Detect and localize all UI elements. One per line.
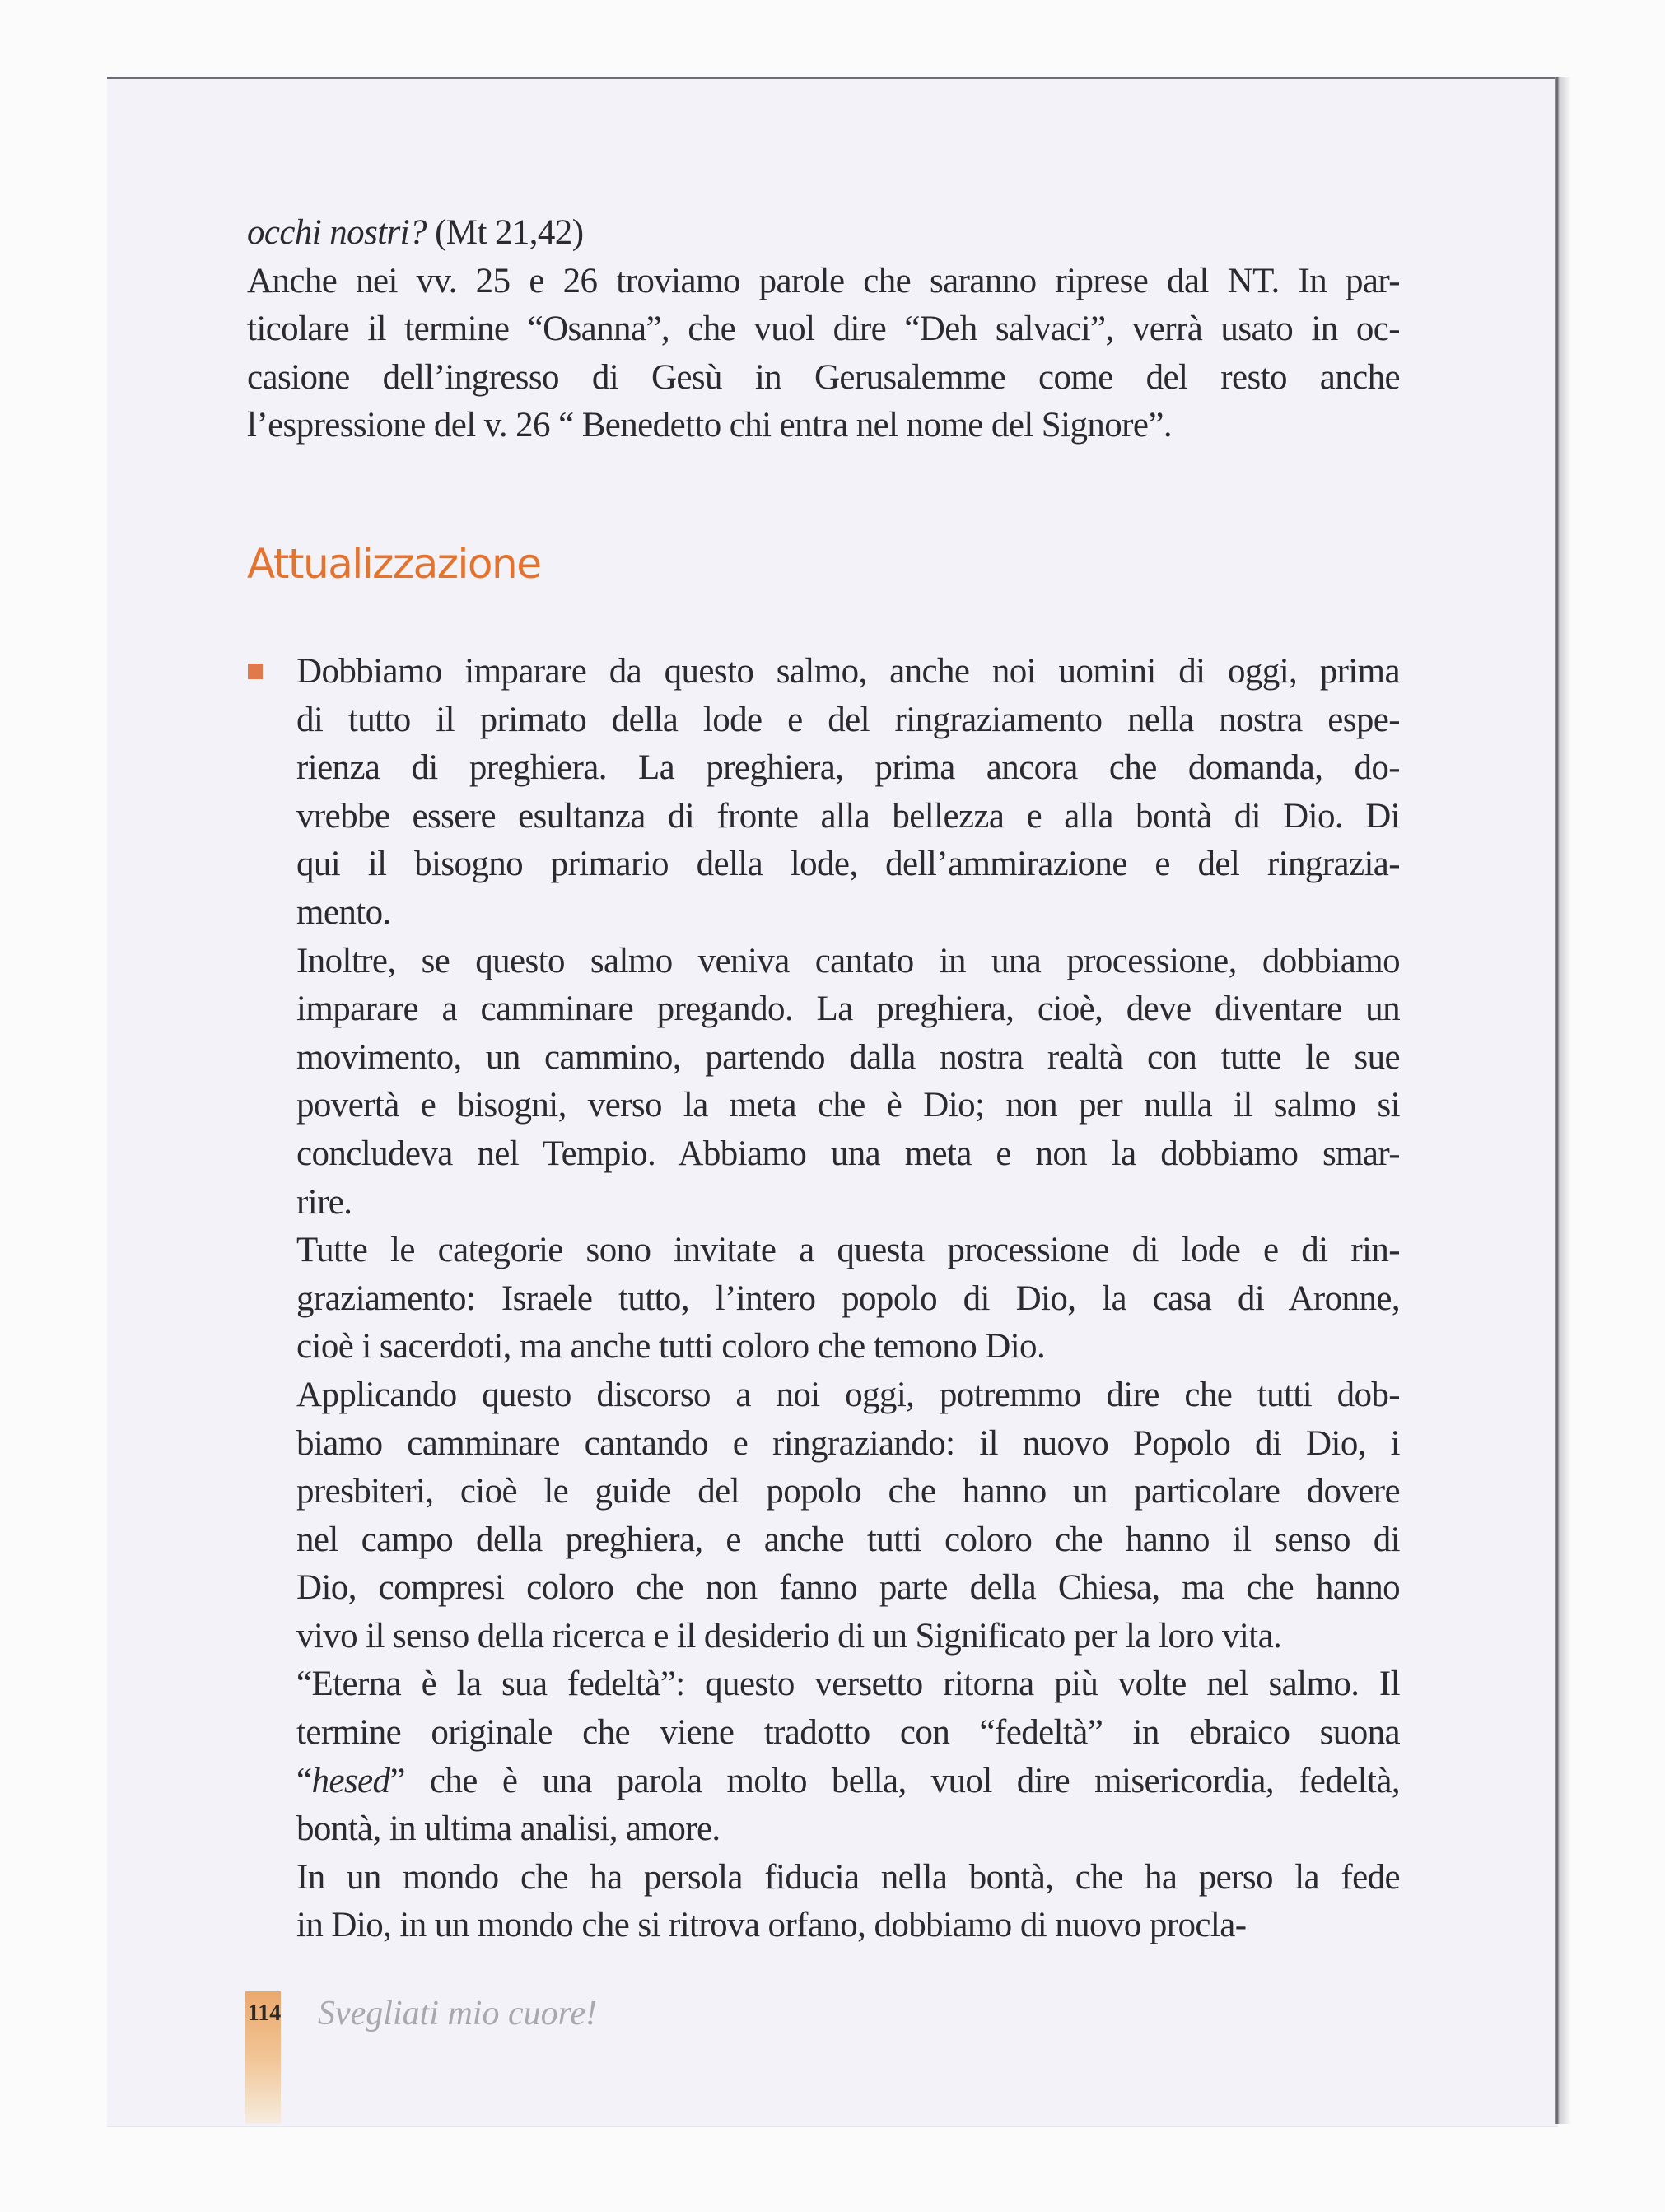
intro-paragraph <box>247 209 1400 450</box>
text-line: Tutte le categorie sono invitate a questa processione di lode e di rin- <box>296 1231 1400 1270</box>
text-line: biamo camminare cantando e ringraziando: il nuovo Popolo di Dio, i <box>296 1423 1400 1463</box>
paragraph <box>296 938 1400 1227</box>
text-line: vrebbe essere esultanza di fronte alla bellezza e alla bontà di Dio. Di <box>296 796 1400 836</box>
text-line: casione dell’ingresso di Gesù in Gerusalemme come del resto anche <box>247 357 1400 397</box>
text-line: ticolare il termine “Osanna”, che vuol dire “Deh salvaci”, verrà usato in oc- <box>247 310 1400 349</box>
text-line: l’espressione del v. 26 “ Benedetto chi entra nel nome del Signore”. <box>247 406 1173 445</box>
text-line: di tutto il primato della lode e del ringraziamento nella nostra espe- <box>296 700 1400 739</box>
text-line: povertà e bisogni, verso la meta che è Dio; non per nulla il salmo si <box>296 1086 1400 1125</box>
text-line <box>247 209 1400 258</box>
text-line: in Dio, in un mondo che si ritrova orfano, dobbiamo di nuovo procla- <box>296 1906 1247 1945</box>
text-line: Anche nei vv. 25 e 26 troviamo parole che saranno riprese dal NT. In par- <box>247 261 1400 300</box>
text-line <box>296 1758 1400 1806</box>
text-span: (Mt 21,42) <box>426 213 584 252</box>
paragraph <box>296 648 1400 938</box>
text-line: graziamento: Israele tutto, l’intero popolo di Dio, la casa di Aronne, <box>296 1278 1400 1318</box>
text-line: Dio, compresi coloro che non fanno parte della Chiesa, ma che hanno <box>296 1568 1400 1608</box>
text-line: rienza di preghiera. La preghiera, prima ancora che domanda, do- <box>296 748 1400 788</box>
spine-shadow <box>1560 77 1571 2124</box>
text-span: ” che è una parola molto bella, vuol dire misericordia, fedeltà, <box>389 1761 1400 1800</box>
bullet-square-icon <box>248 664 263 679</box>
text-line: Dobbiamo imparare da questo salmo, anche noi uomini di oggi, prima <box>296 652 1400 691</box>
text-line: concludeva nel Tempio. Abbiamo una meta e non la dobbiamo smar- <box>296 1134 1400 1173</box>
paragraph <box>296 1227 1400 1371</box>
page-number: 114 <box>247 2000 282 2026</box>
text-line: cioè i sacerdoti, ma anche tutti coloro che temono Dio. <box>296 1327 1046 1367</box>
text-line: qui il bisogno primario della lode, dell’ammirazione e del ringrazia- <box>296 845 1400 884</box>
text-line: In un mondo che ha persola fiducia nella bontà, che ha perso la fede <box>296 1857 1400 1897</box>
text-line: imparare a camminare pregando. La preghiera, cioè, deve diventare un <box>296 990 1400 1029</box>
text-line: bontà, in ultima analisi, amore. <box>296 1809 721 1849</box>
section-body <box>296 648 1400 1950</box>
text-line: “Eterna è la sua fedeltà”: questo versetto ritorna più volte nel salmo. Il <box>296 1665 1400 1704</box>
text-line: movimento, un cammino, partendo dalla nostra realtà con tutte le sue <box>296 1037 1400 1077</box>
italic-text: occhi nostri? <box>247 213 427 252</box>
paragraph <box>296 1854 1400 1950</box>
text-line: Applicando questo discorso a noi oggi, potremmo dire che tutti dob- <box>296 1375 1400 1414</box>
text-line: rire. <box>296 1182 352 1222</box>
text-line: presbiteri, cioè le guide del popolo che hanno un particolare dovere <box>296 1472 1400 1511</box>
text-span: “ <box>296 1761 312 1800</box>
text-line: Inoltre, se questo salmo veniva cantato in una processione, dobbiamo <box>296 941 1400 980</box>
section-heading: Attualizzazione <box>247 540 541 588</box>
italic-text: hesed <box>311 1761 390 1800</box>
running-title: Svegliati mio cuore! <box>318 1995 598 2033</box>
paragraph <box>296 1660 1400 1853</box>
text-line: vivo il senso della ricerca e il desiderio di un Significato per la loro vita. <box>296 1616 1282 1656</box>
text-line: mento. <box>296 892 391 932</box>
paragraph <box>296 1371 1400 1661</box>
text-line: nel campo della preghiera, e anche tutti coloro che hanno il senso di <box>296 1520 1400 1559</box>
text-line: termine originale che viene tradotto con “fedeltà” in ebraico suona <box>296 1713 1400 1753</box>
